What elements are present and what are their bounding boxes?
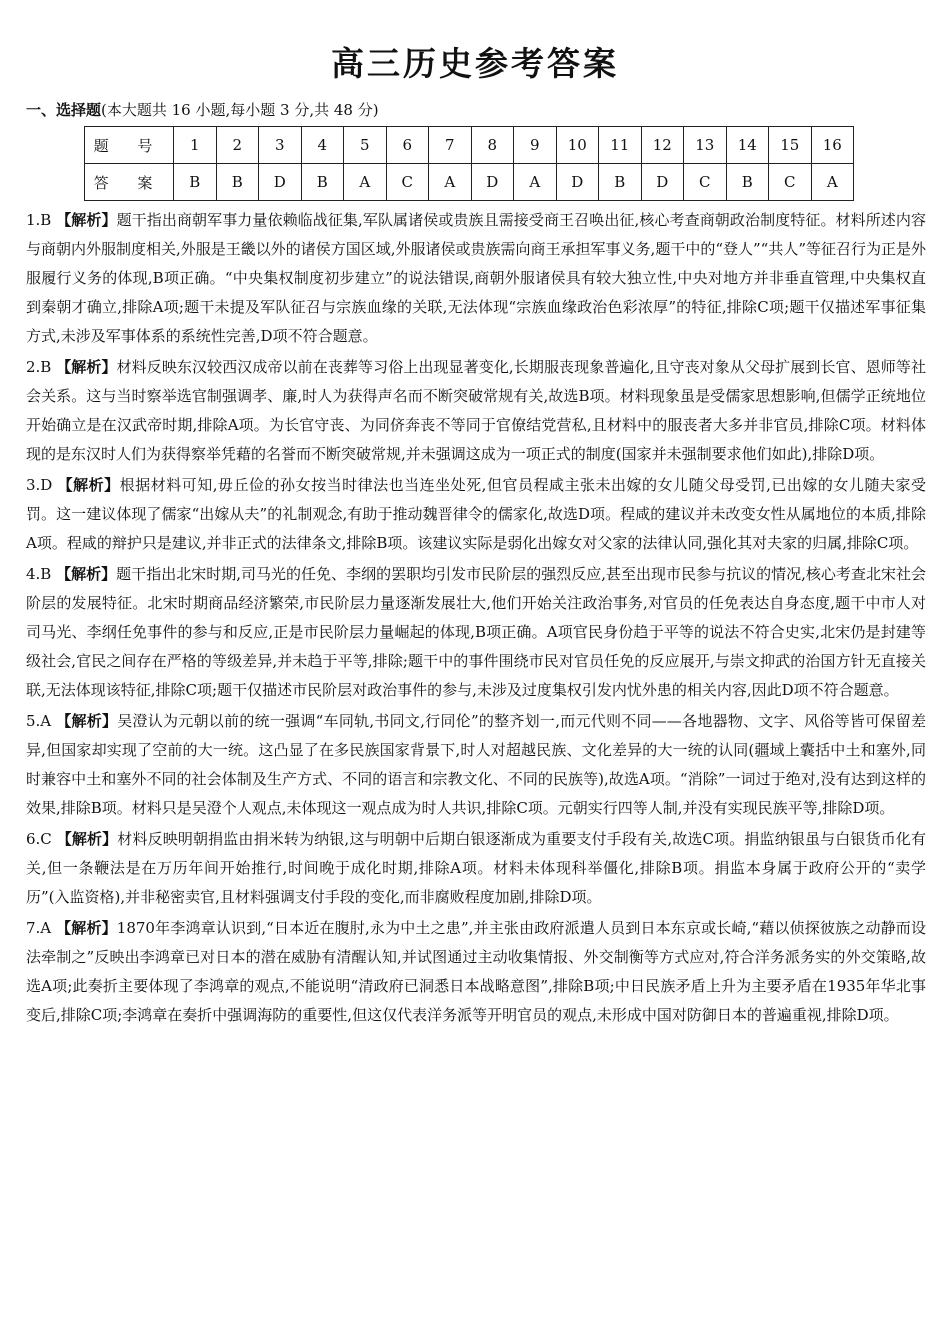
answer-table-row-label: 答 案 xyxy=(85,164,174,201)
question-number-cell: 1 xyxy=(174,127,217,164)
analysis-label: 【解析】 xyxy=(56,565,117,583)
answer-cell: D xyxy=(641,164,684,201)
analysis-label: 【解析】 xyxy=(57,476,120,494)
question-number-cell: 13 xyxy=(684,127,727,164)
analysis-item xyxy=(26,560,926,705)
answer-table-row-label: 题 号 xyxy=(85,127,174,164)
answer-cell: C xyxy=(769,164,812,201)
section-heading-label: 一、选择题 xyxy=(26,101,102,119)
analysis-item xyxy=(26,471,926,558)
analysis-item xyxy=(26,353,926,469)
answer-cell: D xyxy=(471,164,514,201)
question-number-cell: 12 xyxy=(641,127,684,164)
question-number-cell: 5 xyxy=(344,127,387,164)
analysis-text: 题干指出北宋时期,司马光的任免、李纲的罢职均引发市民阶层的强烈反应,甚至出现市民参与抗议的情况,核心考查北宋社会阶层的发展特征。北宋时期商品经济繁荣,市民阶层力量逐渐发展壮大,他们开始关注政治事务,对官员的任免表达自身态度,题干中市人对司马光、李纲任免事件的参与和反应,正是市民阶层力量崛起的体现,B项正确。A项官民身份趋于平等的说法不符合史实,北宋仍是封建等级社会,官民之间存在严格的等级差异,并未趋于平等,排除;题干中的事件围绕市民对官员任免的反应展开,与崇文抑武的治国方针无直接关联,无法体现该特征,排除C项;题干仅描述市民阶层对政治事件的参与,未涉及过度集权引发内忧外患的相关内容,因此D项不符合题意。 xyxy=(26,565,926,699)
section-heading-note: (本大题共 16 小题,每小题 3 分,共 48 分) xyxy=(101,101,379,119)
item-number-answer: 4.B xyxy=(26,565,52,583)
item-number-answer: 3.D xyxy=(26,476,53,494)
item-number-answer: 5.A xyxy=(26,712,52,730)
question-number-cell: 15 xyxy=(769,127,812,164)
page-title: 高三历史参考答案 xyxy=(331,44,619,83)
analysis-text: 题干指出商朝军事力量依赖临战征集,军队属诸侯或贵族且需接受商王召唤出征,核心考查商朝政治制度特征。材料所述内容与商朝内外服制度相关,外服是王畿以外的诸侯方国区域,外服诸侯或贵族需向商王承担军事义务,题干中的“登人”“共人”等征召行为正是外服履行义务的体现,B项正确。“中央集权制度初步建立”的说法错误,商朝外服诸侯具有较大独立性,中央对地方并非垂直管理,中央集权直到秦朝才确立,排除A项;题干未提及军队征召与宗族血缘的关联,无法体现“宗族血缘政治色彩浓厚”的特征,排除C项;题干仅描述军事征集方式,未涉及军事体系的系统性完善,D项不符合题意。 xyxy=(26,211,926,345)
analysis-text: 材料反映明朝捐监由捐米转为纳银,这与明朝中后期白银逐渐成为重要支付手段有关,故选C项。捐监纳银虽与白银货币化有关,但一条鞭法是在万历年间开始推行,时间晚于成化时期,排除A项。材料未体现科举僵化,排除B项。捐监本身属于政府公开的“卖学历”(入监资格),并非秘密卖官,且材料强调支付手段的变化,而非腐败程度加剧,排除D项。 xyxy=(26,830,926,906)
analysis-label: 【解析】 xyxy=(56,358,117,376)
question-number-cell: 9 xyxy=(514,127,557,164)
answer-table-number-row xyxy=(85,127,854,164)
item-number-answer: 6.C xyxy=(26,830,52,848)
item-number-answer: 2.B xyxy=(26,358,52,376)
answer-cell: A xyxy=(344,164,387,201)
item-number-answer: 1.B xyxy=(26,211,52,229)
question-number-cell: 11 xyxy=(599,127,642,164)
answer-cell: D xyxy=(556,164,599,201)
question-number-cell: 6 xyxy=(386,127,429,164)
analysis-item xyxy=(26,707,926,823)
analysis-text: 1870年李鸿章认识到,“日本近在腹肘,永为中土之患”,并主张由政府派遣人员到日本东京或长崎,“藉以侦探彼族之动静而设法牵制之”反映出李鸿章已对日本的潜在威胁有清醒认知,并试图通过主动收集情报、外交制衡等方式应对,符合洋务派务实的外交策略,故选A项;此奏折主要体现了李鸿章的观点,不能说明“清政府已洞悉日本战略意图”,排除B项;中日民族矛盾上升为主要矛盾在1935年华北事变后,排除C项;李鸿章在奏折中强调海防的重要性,但这仅代表洋务派等开明官员的观点,未形成中国对防御日本的普遍重视,排除D项。 xyxy=(26,919,926,1024)
question-number-cell: 3 xyxy=(259,127,302,164)
item-number-answer: 7.A xyxy=(26,919,52,937)
analysis-label: 【解析】 xyxy=(56,919,117,937)
answer-cell: A xyxy=(429,164,472,201)
analysis-item xyxy=(26,206,926,351)
analysis-text: 材料反映东汉较西汉成帝以前在丧葬等习俗上出现显著变化,长期服丧现象普遍化,且守丧对象从父母扩展到长官、恩师等社会关系。这与当时察举选官制强调孝、廉,时人为获得声名而不断突破常规有关,故选B项。材料现象虽是受儒家思想影响,但儒学正统地位开始确立是在汉武帝时期,排除A项。为长官守丧、为同侪奔丧不等同于官僚结党营私,且材料中的服丧者大多并非官员,排除C项。材料体现的是东汉时人们为获得察举凭藉的名誉而不断突破常规,并未强调这成为一项正式的制度(国家并未强制要求他们如此),排除D项。 xyxy=(26,358,926,463)
answer-cell: B xyxy=(726,164,769,201)
answer-cell: B xyxy=(174,164,217,201)
answer-table-answer-row xyxy=(85,164,854,201)
question-number-cell: 4 xyxy=(301,127,344,164)
answer-cell: D xyxy=(259,164,302,201)
analysis-text: 吴澄认为元朝以前的统一强调“车同轨,书同文,行同伦”的整齐划一,而元代则不同——各地器物、文字、风俗等皆可保留差异,但国家却实现了空前的大一统。这凸显了在多民族国家背景下,时人对超越民族、文化差异的大一统的认同(疆域上囊括中土和塞外,同时兼容中土和塞外不同的社会体制及生产方式、不同的语言和宗教文化、不同的民族等),故选A项。“消除”一词过于绝对,没有达到这样的效果,排除B项。材料只是吴澄个人观点,未体现这一观点成为时人共识,排除C项。元朝实行四等人制,并没有实现民族平等,排除D项。 xyxy=(26,712,926,817)
answer-cell: A xyxy=(811,164,854,201)
question-number-cell: 8 xyxy=(471,127,514,164)
question-number-cell: 16 xyxy=(811,127,854,164)
analysis-list xyxy=(26,206,926,1032)
analysis-label: 【解析】 xyxy=(56,211,117,229)
answer-cell: C xyxy=(386,164,429,201)
answer-cell: C xyxy=(684,164,727,201)
answer-cell: B xyxy=(301,164,344,201)
analysis-label: 【解析】 xyxy=(56,830,118,848)
question-number-cell: 7 xyxy=(429,127,472,164)
analysis-text: 根据材料可知,毋丘俭的孙女按当时律法也当连坐处死,但官员程咸主张未出嫁的女儿随父母受罚,已出嫁的女儿随夫家受罚。这一建议体现了儒家“出嫁从夫”的礼制观念,有助于推动魏晋律令的儒家化,故选D项。程咸的建议并未改变女性从属地位的本质,排除A项。程咸的辩护只是建议,并非正式的法律条文,排除B项。该建议实际是弱化出嫁女对父家的法律认同,强化其对夫家的归属,排除C项。 xyxy=(26,476,926,552)
analysis-item xyxy=(26,825,926,912)
question-number-cell: 14 xyxy=(726,127,769,164)
question-number-cell: 2 xyxy=(216,127,259,164)
answer-cell: A xyxy=(514,164,557,201)
answer-cell: B xyxy=(599,164,642,201)
analysis-item xyxy=(26,914,926,1030)
answer-table xyxy=(84,126,854,201)
answer-cell: B xyxy=(216,164,259,201)
section-heading xyxy=(26,99,379,121)
question-number-cell: 10 xyxy=(556,127,599,164)
analysis-label: 【解析】 xyxy=(56,712,118,730)
